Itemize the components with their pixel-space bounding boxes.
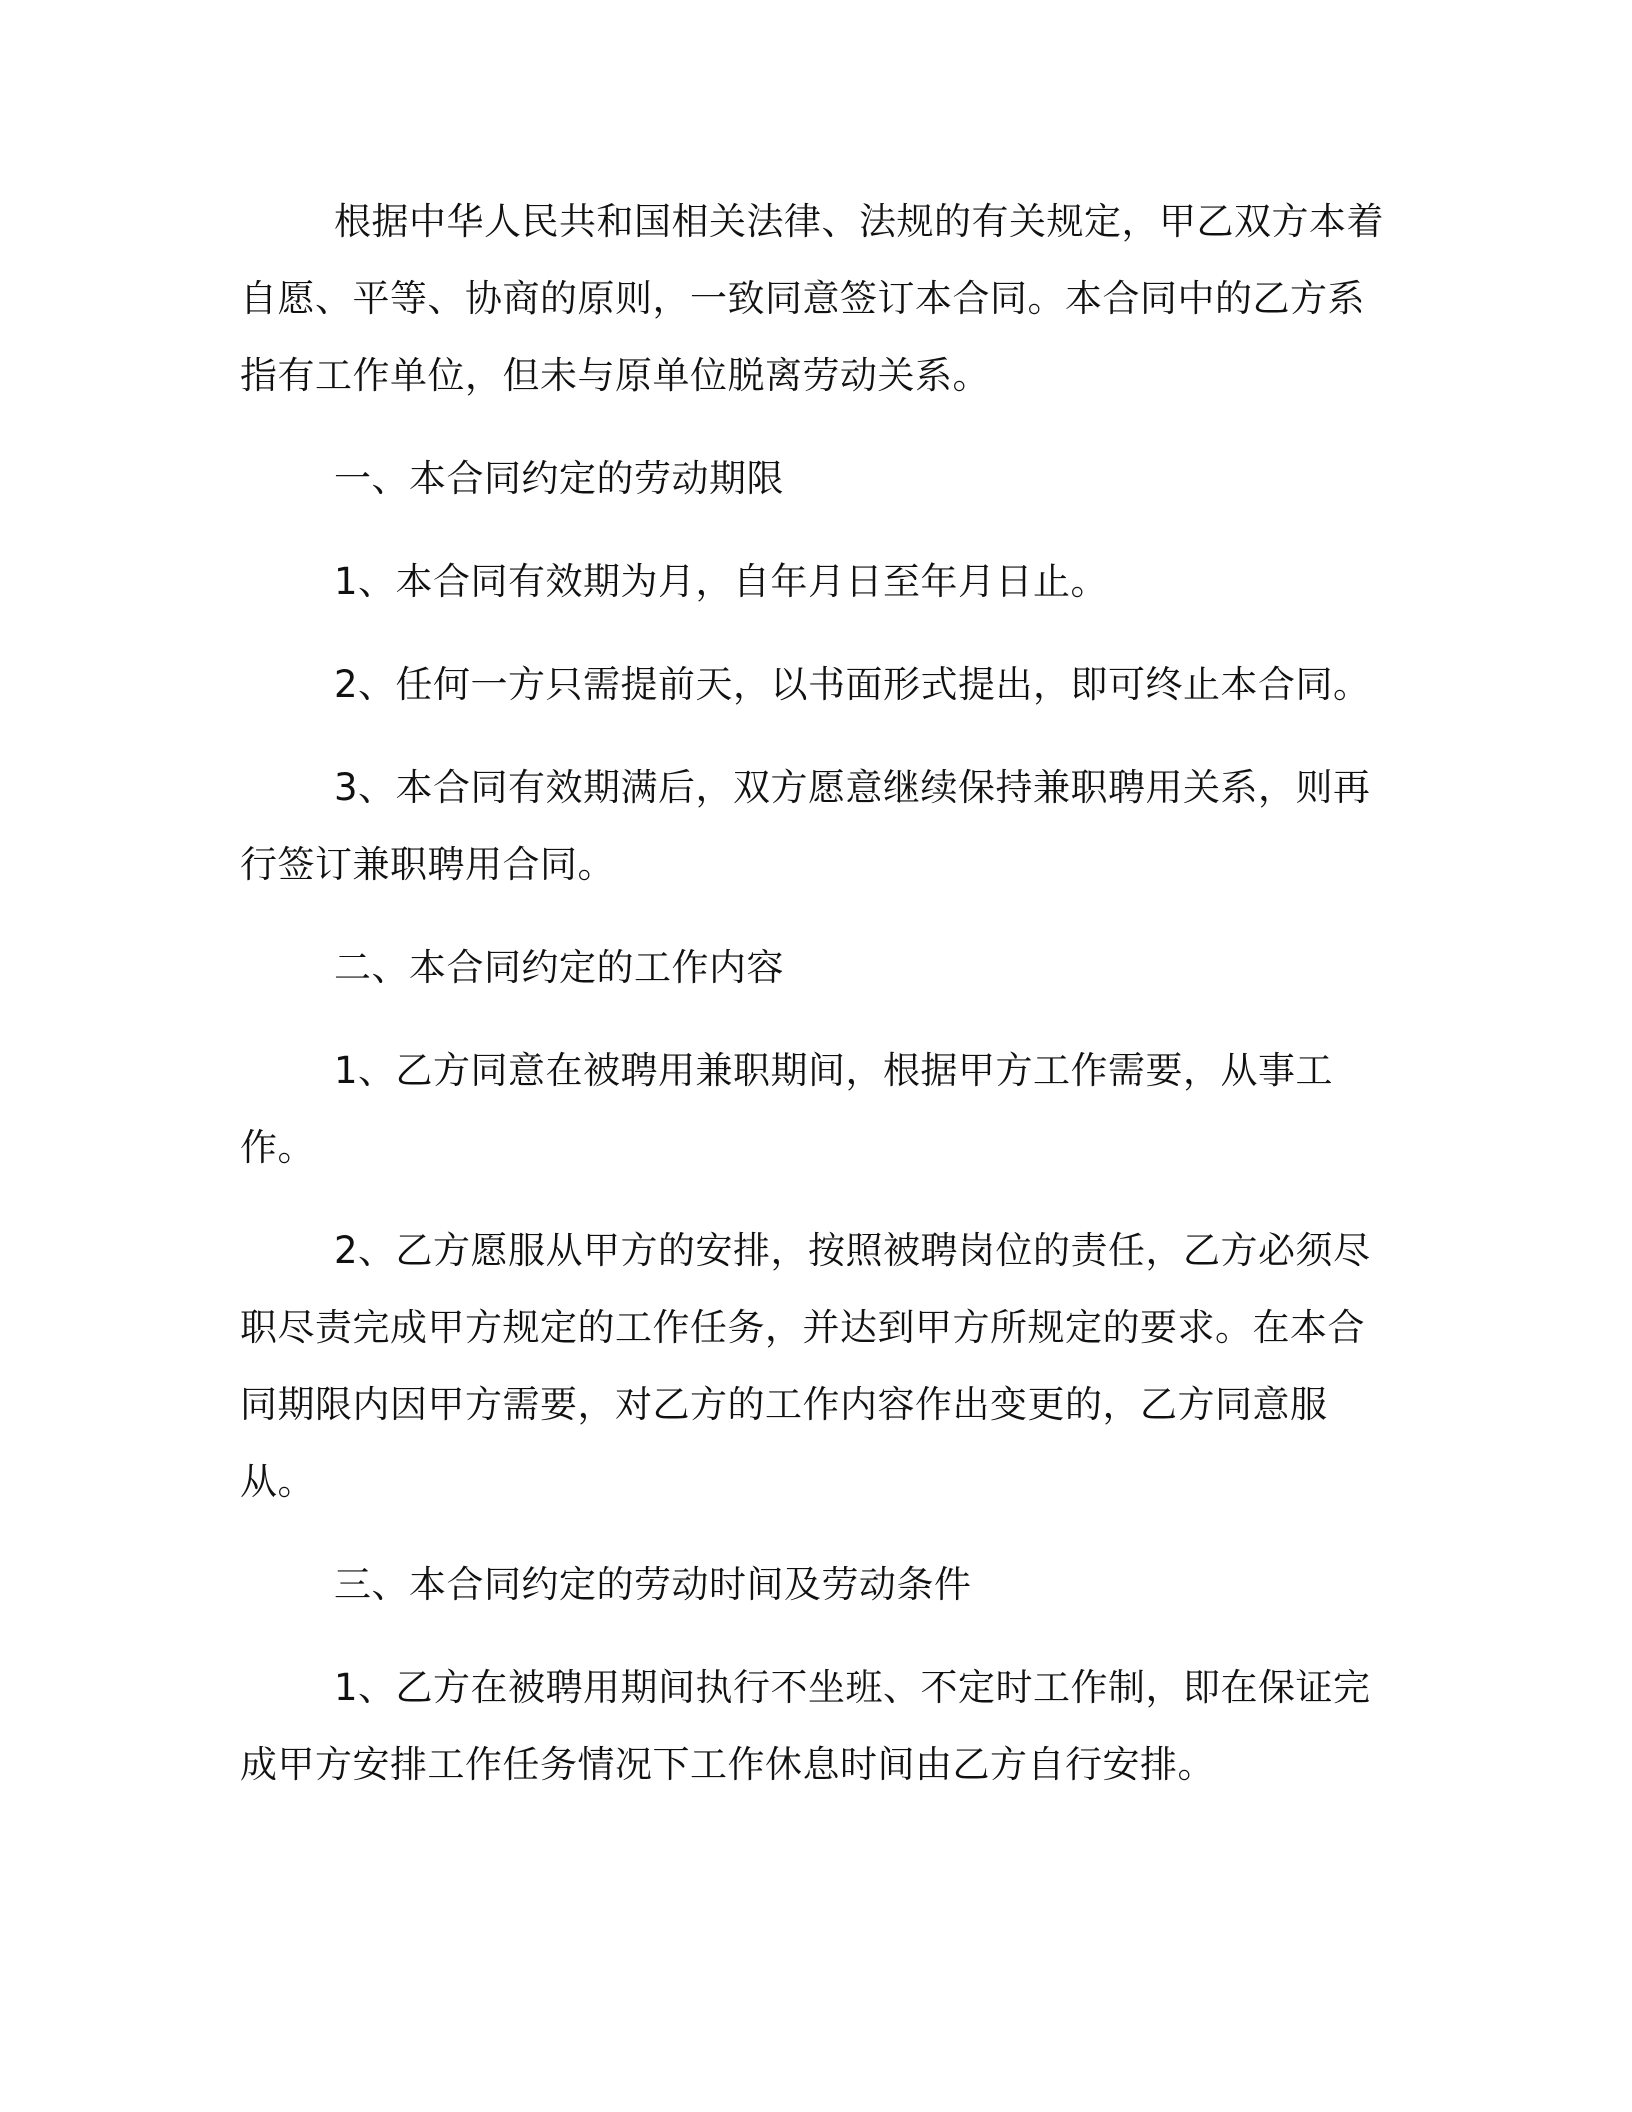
clause-2-2: 2、乙方愿服从甲方的安排，按照被聘岗位的责任，乙方必须尽职尽责完成甲方规定的工作任务，并达到甲方所规定的要求。在本合同期限内因甲方需要，对乙方的工作内容作出变更的，乙方同意服从。: [240, 1229, 1371, 1503]
clause-2-1: 1、乙方同意在被聘用兼职期间，根据甲方工作需要，从事工作。: [240, 1049, 1334, 1169]
section-heading-2: 二、本合同约定的工作内容: [334, 946, 784, 989]
clause-1-2: 2、任何一方只需提前天，以书面形式提出，即可终止本合同。: [334, 663, 1371, 706]
clause-1-3: 3、本合同有效期满后，双方愿意继续保持兼职聘用关系，则再行签订兼职聘用合同。: [240, 766, 1371, 886]
document-body: [240, 183, 1390, 1829]
clause-3-1: 1、乙方在被聘用期间执行不坐班、不定时工作制，即在保证完成甲方安排工作任务情况下工作休息时间由乙方自行安排。: [240, 1666, 1371, 1786]
section-heading-3: 三、本合同约定的劳动时间及劳动条件: [334, 1563, 972, 1606]
intro-paragraph: 根据中华人民共和国相关法律、法规的有关规定，甲乙双方本着自愿、平等、协商的原则，一致同意签订本合同。本合同中的乙方系指有工作单位，但未与原单位脱离劳动关系。: [240, 200, 1384, 397]
section-heading-1: 一、本合同约定的劳动期限: [334, 457, 784, 500]
clause-1-1: 1、本合同有效期为月，自年月日至年月日止。: [334, 560, 1109, 603]
